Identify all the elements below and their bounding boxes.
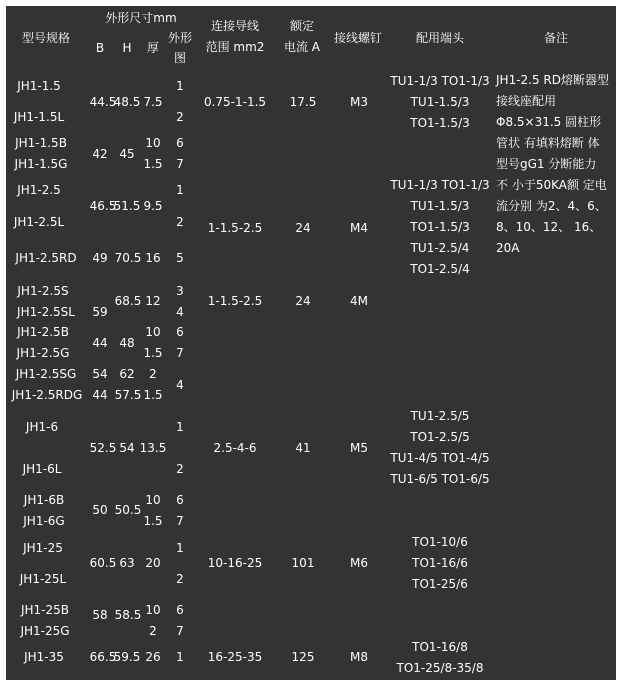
screw-cell: M8: [350, 650, 368, 664]
model-cell: JH1-2.5L: [13, 215, 65, 229]
figure-cell: 1: [176, 79, 184, 93]
figure-cell: 1: [176, 183, 184, 197]
model-cell: JH1-2.5S: [17, 284, 69, 298]
terminal-cell: TO1-25/6: [412, 577, 468, 591]
model-cell: JH1-2.5: [17, 183, 61, 197]
figure-cell: 5: [176, 251, 184, 265]
terminal-cell: TO1-1.5/3: [410, 220, 470, 234]
model-cell: JH1-2.5B: [17, 325, 69, 339]
h-cell: 45: [119, 147, 135, 161]
model-cell: JH1-2.5SL: [17, 305, 75, 319]
figure-cell: 2: [176, 215, 184, 229]
figure-cell: 7: [176, 157, 184, 171]
thickness-cell: 2: [149, 367, 157, 381]
model-cell: JH1-6L: [22, 462, 62, 476]
terminal-cell: TO1-16/8: [412, 640, 468, 654]
h-cell: 70.5: [114, 251, 142, 265]
thickness-cell: 2: [149, 624, 157, 638]
remarks-line: 管状 有填料熔断 体: [496, 136, 600, 150]
header-current: 额定: [289, 19, 315, 33]
model-cell: JH1-1.5: [17, 79, 61, 93]
b-cell: 58: [92, 608, 108, 622]
remarks-line: 型号gG1 分断能力: [496, 157, 597, 171]
h-cell: 57.5: [114, 388, 142, 402]
figure-cell: 7: [176, 624, 184, 638]
h-cell: 59.5: [113, 650, 141, 664]
b-cell: 66.5: [89, 650, 117, 664]
model-cell: JH1-35: [24, 650, 64, 664]
wire-range-cell: 16-25-35: [207, 650, 263, 664]
header-dimensions: 外形尺寸mm: [105, 11, 177, 25]
b-cell: 49: [92, 251, 108, 265]
model-cell: JH1-1.5B: [15, 136, 67, 150]
screw-cell: M4: [350, 221, 368, 235]
b-cell: 42: [92, 147, 108, 161]
wire-range-cell: 10-16-25: [207, 556, 263, 570]
figure-cell: 1: [176, 541, 184, 555]
thickness-cell: 1.5: [143, 346, 163, 360]
model-cell: JH1-6G: [23, 514, 65, 528]
thickness-cell: 10: [145, 325, 161, 339]
terminal-cell: TO1-2.5/4: [410, 262, 470, 276]
remarks-line: 不 小于50KA额 定电: [496, 178, 607, 192]
b-cell: 50: [92, 503, 108, 517]
figure-cell: 4: [176, 378, 184, 392]
remarks-line: JH1-2.5 RD熔断器型: [496, 73, 610, 87]
figure-cell: 3: [176, 284, 184, 298]
terminal-cell: TU1-4/5 TO1-4/5: [390, 451, 490, 465]
remarks-line: Φ8.5×31.5 圆柱形: [496, 115, 602, 129]
h-cell: 62: [119, 367, 135, 381]
wire-range-cell: 1-1.5-2.5: [207, 221, 263, 235]
spec-table: [6, 6, 616, 680]
thickness-cell: 12: [145, 294, 161, 308]
terminal-cell: TO1-10/6: [412, 535, 468, 549]
thickness-cell: 16: [145, 251, 161, 265]
model-cell: JH1-6B: [23, 493, 65, 507]
header-screw: 接线螺钉: [333, 31, 383, 45]
header-figure-2: 图: [173, 51, 187, 65]
current-cell: 24: [295, 294, 311, 308]
h-cell: 50.5: [114, 503, 142, 517]
screw-cell: M5: [350, 441, 368, 455]
figure-cell: 7: [176, 514, 184, 528]
model-cell: JH1-2.5RDG: [11, 388, 83, 402]
thickness-cell: 1.5: [143, 514, 163, 528]
terminal-cell: TO1-1.5/3: [410, 116, 470, 130]
b-cell: 44.5: [89, 95, 117, 109]
h-cell: 63: [119, 556, 135, 570]
thickness-cell: 10: [145, 493, 161, 507]
model-cell: JH1-25B: [20, 603, 70, 617]
figure-cell: 2: [176, 572, 184, 586]
model-cell: JH1-1.5L: [13, 110, 65, 124]
b-cell: 52.5: [89, 441, 117, 455]
header-wire-range: 连接导线: [210, 19, 260, 33]
figure-cell: 6: [176, 493, 184, 507]
b-cell: 46.5: [89, 199, 117, 213]
h-cell: 48: [119, 336, 135, 350]
h-cell: 48.5: [113, 95, 141, 109]
b-cell: 44: [92, 388, 108, 402]
thickness-cell: 7.5: [143, 95, 163, 109]
model-cell: JH1-2.5RD: [15, 251, 77, 265]
model-cell: JH1-6: [25, 420, 59, 434]
remarks-line: 20A: [496, 241, 520, 255]
model-cell: JH1-2.5G: [16, 346, 70, 360]
wire-range-cell: 2.5-4-6: [213, 441, 257, 455]
model-cell: JH1-25L: [19, 572, 67, 586]
current-cell: 17.5: [289, 95, 317, 109]
terminal-cell: TU1-1.5/3: [410, 199, 470, 213]
terminal-cell: TO1-16/6: [412, 556, 468, 570]
terminal-cell: TU1-2.5/4: [410, 241, 470, 255]
figure-cell: 6: [176, 136, 184, 150]
figure-cell: 6: [176, 325, 184, 339]
current-cell: 125: [291, 650, 315, 664]
figure-cell: 1: [176, 420, 184, 434]
header-wire-range-2: 范围 mm2: [205, 40, 265, 54]
b-cell: 59: [92, 305, 108, 319]
current-cell: 41: [295, 441, 311, 455]
thickness-cell: 10: [145, 136, 161, 150]
terminal-cell: TU1-2.5/5: [410, 409, 470, 423]
header-h: H: [122, 41, 132, 55]
terminal-cell: TU1-1.5/3: [410, 95, 470, 109]
figure-cell: 4: [176, 305, 184, 319]
wire-range-cell: 0.75-1-1.5: [203, 95, 267, 109]
terminal-cell: TU1-1/3 TO1-1/3: [390, 74, 490, 88]
header-model: 型号规格: [21, 31, 71, 45]
screw-cell: M6: [350, 556, 368, 570]
remarks-line: 流分别 为2、4、6、: [496, 199, 607, 213]
header-remarks: 备注: [543, 31, 569, 45]
header-thickness: 厚: [146, 41, 160, 55]
b-cell: 60.5: [89, 556, 117, 570]
header-b: B: [95, 41, 105, 55]
figure-cell: 2: [176, 462, 184, 476]
screw-cell: 4M: [350, 294, 368, 308]
b-cell: 44: [92, 336, 108, 350]
b-cell: 54: [92, 367, 108, 381]
terminal-cell: TU1-6/5 TO1-6/5: [390, 472, 490, 486]
figure-cell: 2: [176, 110, 184, 124]
model-cell: JH1-25G: [20, 624, 70, 638]
current-cell: 24: [295, 221, 311, 235]
thickness-cell: 1.5: [143, 388, 163, 402]
thickness-cell: 20: [145, 556, 161, 570]
current-cell: 101: [291, 556, 315, 570]
thickness-cell: 26: [145, 650, 161, 664]
figure-cell: 1: [176, 650, 184, 664]
thickness-cell: 10: [145, 603, 161, 617]
h-cell: 51.5: [113, 199, 141, 213]
model-cell: JH1-1.5G: [14, 157, 68, 171]
screw-cell: M3: [350, 95, 368, 109]
h-cell: 54: [119, 441, 135, 455]
model-cell: JH1-25: [23, 541, 63, 555]
model-cell: JH1-2.5SG: [15, 367, 77, 381]
terminal-cell: TO1-2.5/5: [410, 430, 470, 444]
header-terminal: 配用端头: [415, 31, 465, 45]
figure-cell: 7: [176, 346, 184, 360]
thickness-cell: 9.5: [143, 199, 163, 213]
h-cell: 58.5: [114, 608, 142, 622]
terminal-cell: TO1-25/8-35/8: [396, 661, 484, 675]
terminal-cell: TU1-1/3 TO1-1/3: [390, 178, 490, 192]
wire-range-cell: 1-1.5-2.5: [207, 294, 263, 308]
thickness-cell: 13.5: [139, 441, 167, 455]
header-current-2: 电流 A: [283, 40, 321, 54]
remarks-line: 8、10、12、 16、: [496, 220, 602, 234]
h-cell: 68.5: [114, 294, 142, 308]
figure-cell: 6: [176, 603, 184, 617]
header-figure: 外形: [167, 31, 193, 45]
thickness-cell: 1.5: [143, 157, 163, 171]
remarks-line: 接线座配用: [496, 94, 557, 108]
